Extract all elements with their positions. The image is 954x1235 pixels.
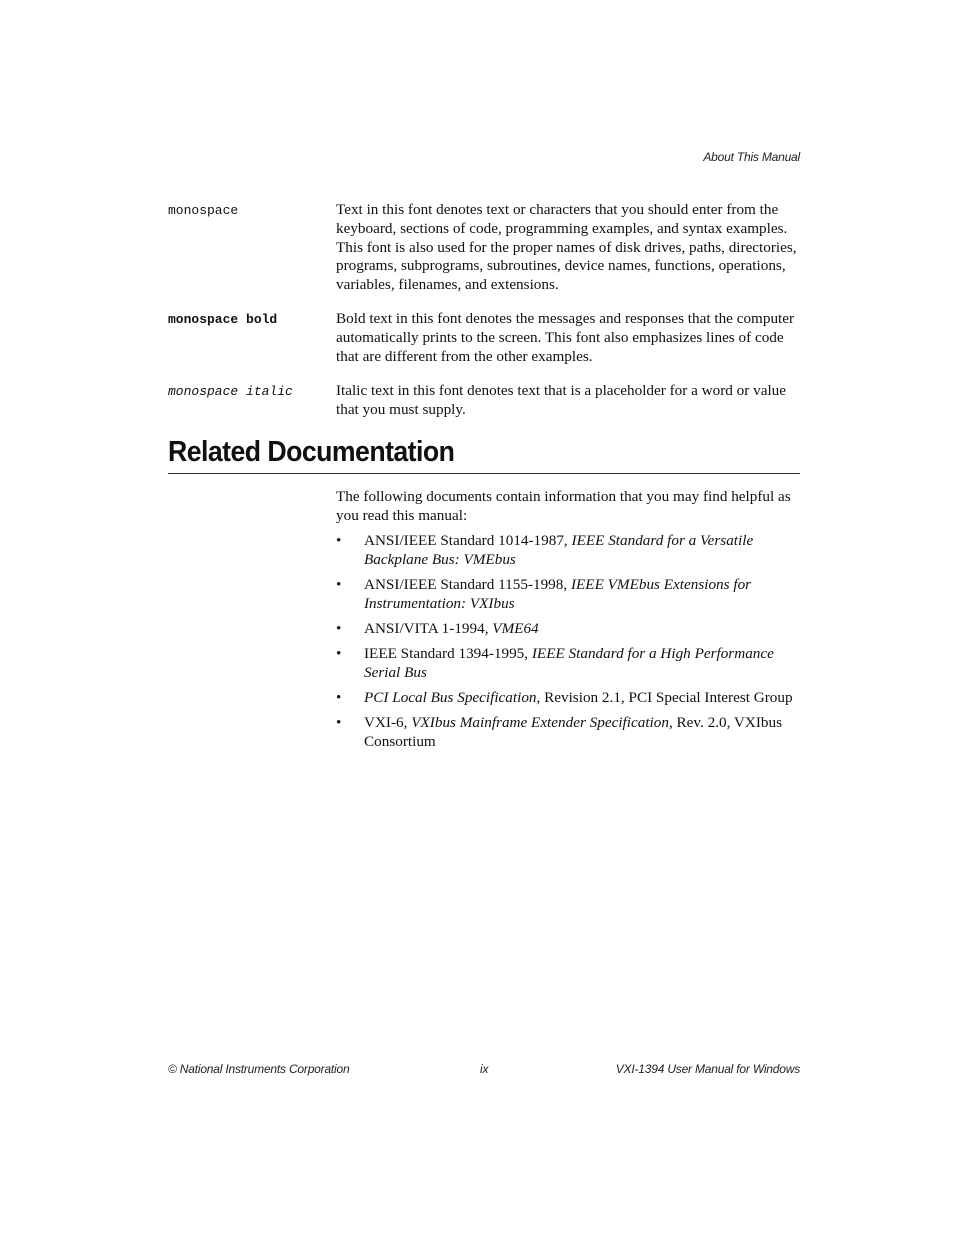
description-line: Italic text in this font denotes text that is a placeholder for a word or value (336, 382, 786, 399)
list-item-line: PCI Local Bus Specification, Revision 2.1, PCI Special Interest Group (364, 689, 793, 706)
description-line: Bold text in this font denotes the messages and responses that the computer (336, 310, 795, 327)
description-line: that you must supply. (336, 400, 466, 418)
list-item (336, 575, 802, 613)
convention-description (336, 201, 800, 295)
description-line: This font is also used for the proper names of disk drives, paths, directories, (336, 238, 797, 256)
section-title: Related Documentation (168, 436, 455, 468)
description-line: variables, filenames, and extensions. (336, 276, 559, 294)
list-item-line: VXI-6, VXIbus Mainframe Extender Specification, Rev. 2.0, VXIbus (364, 714, 783, 731)
description-line: keyboard, sections of code, programming examples, and syntax examples. (336, 219, 788, 237)
page-number: ix (480, 1062, 489, 1076)
convention-term: monospace italic (168, 384, 293, 399)
convention-description (336, 382, 800, 420)
bullet-icon: • (336, 620, 342, 637)
related-documents-list (336, 531, 802, 757)
list-item-line: ANSI/IEEE Standard 1014-1987, IEEE Standard for a Versatile (364, 532, 754, 549)
list-item (336, 688, 802, 707)
description-line: programs, subprograms, subroutines, device names, functions, operations, (336, 257, 786, 275)
description-line: automatically prints to the screen. This font also emphasizes lines of code (336, 328, 784, 346)
footer-manual-title: VXI-1394 User Manual for Windows (615, 1062, 800, 1076)
list-item-line: ANSI/IEEE Standard 1155-1998, IEEE VMEbus Extensions for (364, 576, 752, 593)
list-item (336, 713, 802, 751)
list-item-line: ANSI/VITA 1-1994, VME64 (364, 620, 539, 637)
section-intro (336, 488, 800, 526)
convention-term: monospace (168, 203, 239, 218)
list-item-line: Serial Bus (364, 664, 427, 681)
list-item (336, 531, 802, 569)
description-line: that are different from the other examples. (336, 347, 593, 365)
running-head: About This Manual (703, 150, 800, 164)
section-divider (168, 473, 800, 474)
intro-line: you read this manual: (336, 506, 468, 524)
convention-description (336, 310, 800, 366)
bullet-icon: • (336, 645, 342, 662)
list-item (336, 644, 802, 682)
bullet-icon: • (336, 689, 342, 706)
list-item-line: Instrumentation: VXIbus (364, 595, 515, 612)
list-item-line: IEEE Standard 1394-1995, IEEE Standard for a High Performance (364, 645, 774, 662)
list-item (336, 619, 802, 638)
footer-copyright: © National Instruments Corporation (168, 1062, 350, 1076)
convention-term: monospace bold (168, 312, 278, 327)
list-item-line: Consortium (364, 733, 436, 750)
bullet-icon: • (336, 714, 342, 731)
list-item-line: Backplane Bus: VMEbus (364, 551, 516, 568)
bullet-icon: • (336, 576, 342, 593)
description-line: Text in this font denotes text or characters that you should enter from the (336, 201, 779, 218)
intro-line: The following documents contain information that you may find helpful as (336, 488, 791, 505)
bullet-icon: • (336, 532, 342, 549)
